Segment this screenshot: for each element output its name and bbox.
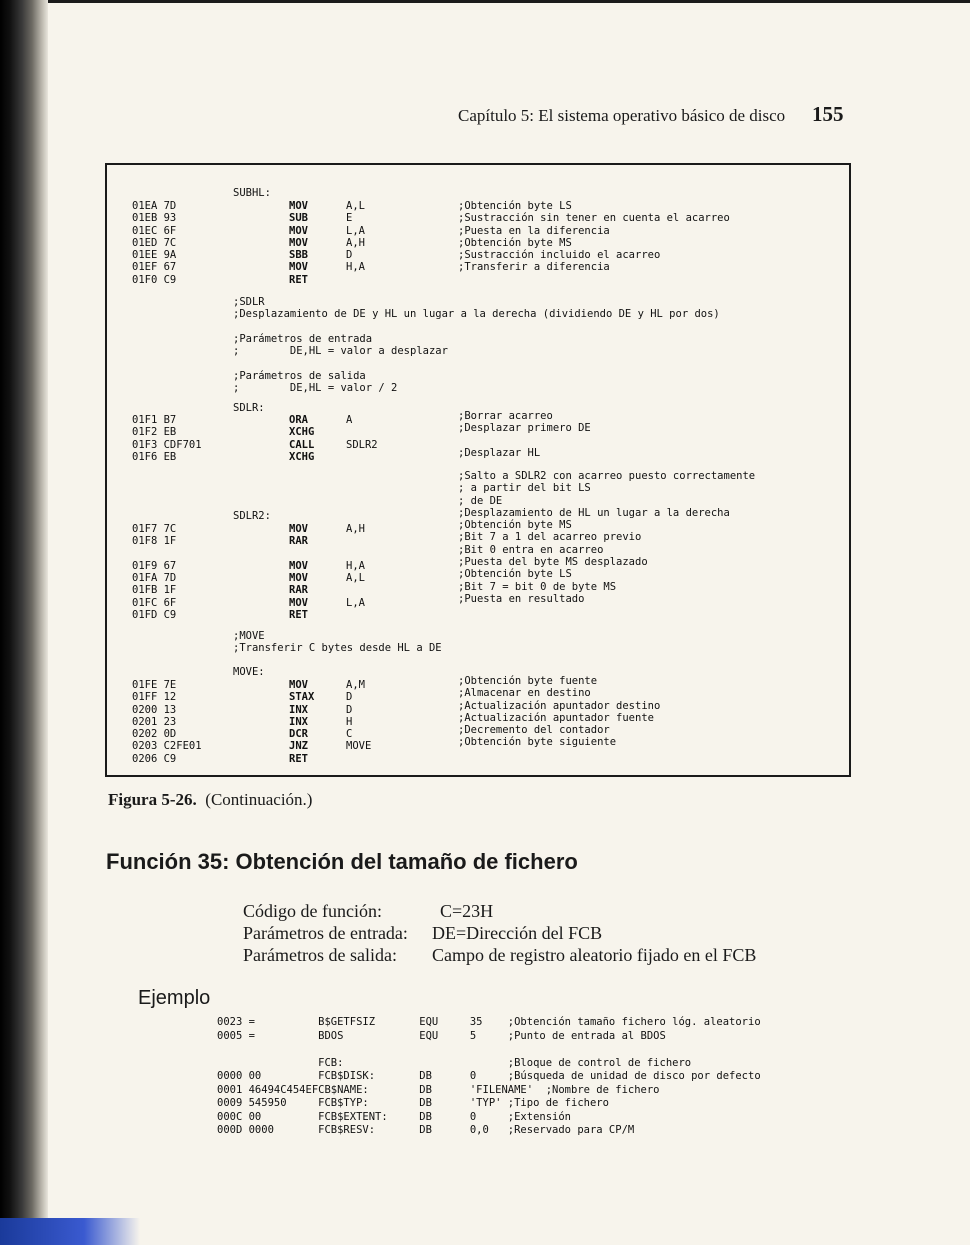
example-code-line: 000D 0000 FCB$RESV: DB 0,0 ;Reservado para CP/M [217, 1124, 635, 1136]
header-comment-line: ;Parámetros de entrada [233, 332, 373, 345]
code-comment: ;Obtención byte LS [458, 568, 572, 581]
label-sdlr2: SDLR2: [233, 510, 271, 522]
code-operand [346, 753, 371, 765]
code-operand: D [346, 703, 353, 716]
code-address: 01EA 7D [132, 200, 177, 212]
code-opcode: RAR [289, 584, 308, 597]
example-code-line: 0005 = BDOS EQU 5 ;Punto de entrada al BDOS [217, 1029, 666, 1042]
code-address: 01FF 12 [132, 691, 177, 704]
code-address: 01F7 7C [132, 523, 177, 535]
opcode-column-move [289, 679, 314, 765]
opcode-column-sdlr2 [289, 523, 308, 621]
code-comment: ;Bit 0 entra en acarreo [458, 543, 604, 556]
code-operand: L,A [346, 224, 365, 237]
operand-column-subhl [346, 200, 365, 286]
code-comment: ;Decremento del contador [458, 724, 610, 737]
code-comment: ;Puesta del byte MS desplazado [458, 556, 648, 569]
code-opcode: SBB [289, 249, 308, 262]
header-comment-line: ;Transferir C bytes desde HL a DE [233, 642, 442, 655]
code-opcode: RET [289, 752, 308, 765]
code-operand: A,L [346, 572, 365, 585]
param-value-input: DE=Dirección del FCB [432, 923, 603, 943]
section-title: Función 35: Obtención del tamaño de fichero [106, 849, 578, 874]
code-comment: ;Actualización apuntador destino [458, 699, 661, 712]
code-address [132, 548, 176, 560]
running-head: Capítulo 5: El sistema operativo básico de disco [458, 106, 786, 125]
code-opcode: SUB [289, 212, 308, 225]
code-operand [346, 609, 365, 621]
code-operand: L,A [346, 596, 365, 609]
code-operand [346, 274, 365, 286]
code-address: 01FB 1F [132, 584, 177, 597]
address-column-sdlr2 [132, 523, 176, 621]
label-subhl: SUBHL: [233, 187, 271, 199]
code-comment: ;Desplazar primero DE [458, 422, 591, 435]
example-code-line: 0009 545950 FCB$TYP: DB 'TYP' ;Tipo de fichero [217, 1097, 609, 1109]
code-address: 0206 C9 [132, 752, 177, 765]
address-column-move [132, 679, 202, 765]
code-comment: ;Actualización apuntador fuente [458, 711, 654, 724]
code-comment: ;Obtención byte MS [458, 519, 572, 532]
example-code-line: FCB: ;Bloque de control de fichero [217, 1056, 692, 1069]
code-comment: ;Bit 7 a 1 del acarreo previo [458, 531, 642, 544]
code-comment: ;Puesta en resultado [458, 592, 585, 605]
code-operand [346, 426, 378, 438]
code-comment: ;Obtención byte MS [458, 236, 572, 249]
code-address: 0203 C2FE01 [132, 740, 202, 753]
label-sdlr: SDLR: [233, 402, 265, 414]
code-address: 01F8 1F [132, 535, 177, 548]
page-top-edge [0, 0, 970, 3]
code-address: 01FD C9 [132, 609, 177, 622]
code-opcode: JNZ [289, 740, 308, 753]
example-code-line: 0000 00 FCB$DISK: DB 0 ;Búsqueda de unidad de disco por defecto [217, 1070, 761, 1082]
header-comment-line [233, 321, 720, 333]
code-operand: C [346, 728, 353, 741]
header-comment-line: ; DE,HL = valor / 2 [233, 382, 398, 395]
code-comment: ;Puesta en la diferencia [458, 224, 610, 237]
code-opcode: DCR [289, 728, 308, 741]
operand-column-move [346, 679, 371, 765]
header-comment-line: ; DE,HL = valor a desplazar [233, 345, 448, 358]
code-opcode: RAR [289, 535, 308, 548]
code-opcode: MOV [289, 559, 308, 572]
scanner-edge-artifact [0, 1218, 140, 1245]
code-operand [346, 584, 365, 596]
code-operand: H,A [346, 261, 365, 274]
code-opcode: MOV [289, 572, 308, 585]
comment-column-sdlr [458, 410, 591, 435]
header-comment-line: ;MOVE [233, 630, 265, 642]
code-operand: E [346, 212, 353, 225]
code-operand: A,L [346, 200, 365, 212]
code-address: 01EB 93 [132, 212, 177, 225]
code-address: 01F2 EB [132, 426, 177, 439]
code-address: 0201 23 [132, 715, 177, 728]
param-value-output: Campo de registro aleatorio fijado en el FCB [432, 945, 757, 965]
comment-column-move [458, 675, 660, 749]
address-column-subhl [132, 200, 176, 286]
code-operand: A,M [346, 679, 365, 691]
code-address: 01F0 C9 [132, 273, 177, 286]
code-address: 01FC 6F [132, 596, 177, 609]
comment-column-subhl [458, 200, 730, 274]
code-address: 01FA 7D [132, 572, 177, 585]
code-opcode [289, 548, 308, 560]
figure-label: Figura 5-26. [108, 790, 197, 809]
code-address: 01F9 67 [132, 559, 177, 572]
code-comment: ;Obtención byte LS [458, 200, 572, 212]
code-operand: SDLR2 [346, 438, 378, 451]
code-opcode: MOV [289, 596, 308, 609]
code-opcode: MOV [289, 523, 308, 535]
code-comment: ;Sustracción sin tener en cuenta el acarreo [458, 212, 730, 225]
example-code [217, 1016, 761, 1138]
code-address: 0202 0D [132, 728, 177, 741]
header-comment-line [233, 357, 720, 369]
page-number: 155 [812, 102, 844, 126]
code-comment: ;Salto a SDLR2 con acarreo puesto correctamente [458, 470, 756, 482]
code-opcode: INX [289, 703, 308, 716]
code-opcode: RET [289, 273, 308, 286]
code-opcode: XCHG [289, 450, 315, 463]
code-opcode: RET [289, 609, 308, 622]
code-opcode: MOV [289, 224, 308, 237]
code-address: 01EC 6F [132, 224, 177, 237]
example-code-line: 0001 46494C454EFCB$NAME: DB 'FILENAME' ;Nombre de fichero [217, 1083, 660, 1096]
opcode-column-subhl [289, 200, 308, 286]
example-code-line [217, 1043, 761, 1057]
code-opcode: CALL [289, 438, 315, 451]
param-value-function-code: C=23H [440, 901, 494, 921]
param-label-input: Parámetros de entrada: [243, 923, 408, 943]
code-opcode: XCHG [289, 426, 315, 439]
code-operand [346, 535, 365, 547]
code-comment: ;Bit 7 = bit 0 de byte MS [458, 580, 617, 593]
code-operand: A,H [346, 523, 365, 535]
code-opcode: STAX [289, 691, 315, 704]
address-column-sdlr [132, 414, 202, 463]
example-code-line: 0023 = B$GETFSIZ EQU 35 ;Obtención tamaño fichero lóg. aleatorio [217, 1016, 761, 1028]
code-operand: H [346, 715, 353, 728]
code-address: 01F3 CDF701 [132, 438, 202, 451]
header-comment-line: ;Desplazamiento de DE y HL un lugar a la derecha (dividiendo DE y HL por dos) [233, 308, 720, 321]
comment-shift-hl: ;Desplazar HL [458, 447, 541, 459]
code-address: 01FE 7E [132, 679, 177, 691]
example-heading: Ejemplo [138, 987, 211, 1009]
figure-caption [108, 790, 312, 810]
param-label-output: Parámetros de salida: [243, 945, 397, 965]
code-operand: H,A [346, 559, 365, 572]
code-comment: ;Obtención byte siguiente [458, 736, 617, 749]
code-comment: ;Obtención byte fuente [458, 675, 598, 687]
code-opcode: MOV [289, 261, 308, 274]
operand-column-sdlr2 [346, 523, 365, 621]
operand-column-sdlr [346, 414, 378, 463]
code-address: 01F6 EB [132, 450, 177, 463]
comment-column-sdlr2 [458, 470, 755, 605]
code-comment: ;Almacenar en destino [458, 687, 591, 700]
code-comment: ;Borrar acarreo [458, 410, 553, 422]
param-label-function-code: Código de función: [243, 901, 382, 921]
code-opcode: INX [289, 715, 308, 728]
code-operand: A [346, 414, 353, 426]
move-header-comments [233, 630, 442, 655]
code-address: 01EE 9A [132, 249, 177, 262]
code-comment: ; de DE [458, 494, 503, 507]
code-address: 0200 13 [132, 703, 177, 716]
code-comment: ; a partir del bit LS [458, 482, 591, 495]
opcode-column-sdlr [289, 414, 314, 463]
figure-caption-text: (Continuación.) [205, 790, 313, 809]
code-opcode: MOV [289, 679, 308, 691]
code-opcode: ORA [289, 414, 308, 426]
code-address: 01EF 67 [132, 261, 177, 274]
book-binding-shadow [0, 0, 48, 1245]
code-address: 01F1 B7 [132, 414, 177, 426]
example-code-line: 000C 00 FCB$EXTENT: DB 0 ;Extensión [217, 1110, 572, 1123]
code-operand: MOVE [346, 740, 372, 753]
sdlr-header-comments [233, 296, 720, 394]
code-operand: A,H [346, 236, 365, 249]
code-opcode: MOV [289, 200, 308, 212]
header-comment-line: ;SDLR [233, 296, 265, 308]
code-comment: ;Transferir a diferencia [458, 261, 610, 274]
code-opcode: MOV [289, 236, 308, 249]
code-comment: ;Desplazamiento de HL un lugar a la derecha [458, 506, 730, 519]
code-comment: ;Sustracción incluido el acarreo [458, 249, 661, 262]
code-operand: D [346, 249, 353, 262]
label-move: MOVE: [233, 666, 265, 678]
header-comment-line: ;Parámetros de salida [233, 369, 366, 382]
code-address: 01ED 7C [132, 236, 177, 249]
code-operand [346, 548, 365, 560]
code-operand: D [346, 691, 353, 704]
code-operand [346, 451, 378, 463]
